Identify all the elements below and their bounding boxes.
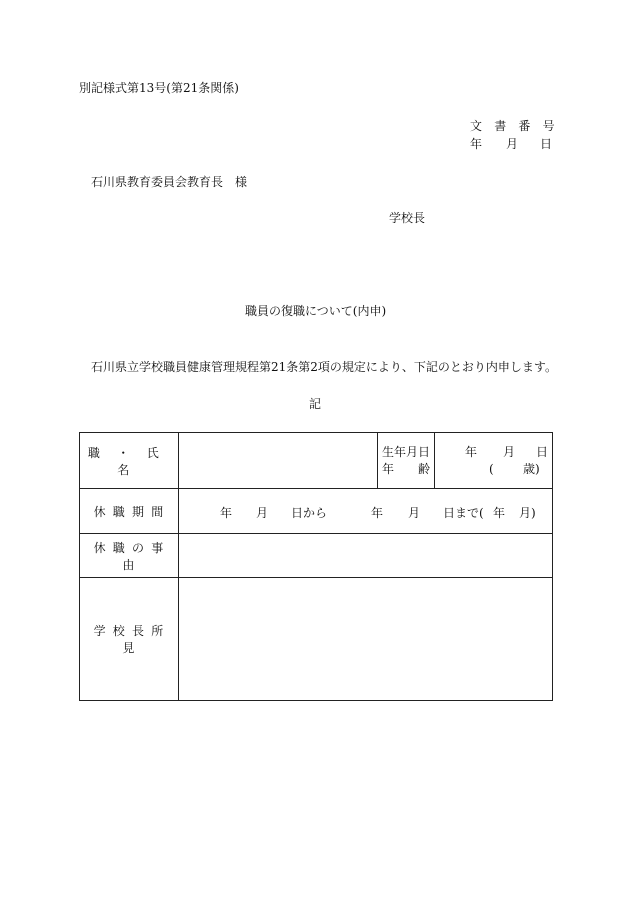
date-day: 日: [540, 137, 553, 151]
doc-number-label: 文 書 番 号: [470, 119, 559, 133]
form-id: 別記様式第13号(第21条関係): [79, 81, 239, 95]
principal-opinion-label: 学校長所見: [93, 624, 171, 655]
principal-opinion-label-cell: [80, 578, 179, 701]
period-month1: 月: [256, 506, 269, 520]
name-value-cell[interactable]: [179, 433, 378, 489]
leave-return-table: [79, 432, 553, 701]
doc-title: 職員の復職について(内申): [245, 304, 387, 318]
dob-label: 生年月日: [382, 444, 431, 459]
row-leave-period: [80, 489, 553, 534]
row-name: [80, 433, 553, 489]
period-from: 日から: [291, 506, 328, 520]
body-text: 石川県立学校職員健康管理規程第21条第2項の規定により、下記のとおり内申します。: [91, 360, 557, 374]
period-month2: 月: [408, 506, 421, 520]
name-label-cell: [80, 433, 179, 489]
age-close: 歳): [523, 461, 540, 476]
dob-year: 年: [465, 444, 478, 459]
period-year3: 年: [493, 506, 506, 520]
age-label: 年 齢: [382, 461, 431, 476]
period-line: [179, 489, 552, 533]
date-line: [470, 138, 552, 152]
leave-reason-label: 休職の事由: [93, 540, 171, 572]
leave-period-label: 休職期間: [93, 504, 171, 519]
period-year1: 年: [220, 506, 233, 520]
period-year2: 年: [371, 506, 384, 520]
dob-day: 日: [536, 444, 549, 459]
age-open: (: [489, 461, 494, 476]
leave-period-value-cell[interactable]: [179, 489, 553, 534]
leave-reason-value-cell[interactable]: [179, 534, 553, 578]
dob-month: 月: [503, 444, 516, 459]
period-month3: 月): [519, 506, 536, 520]
date-month: 月: [506, 137, 519, 151]
principal-opinion-value-cell[interactable]: [179, 578, 553, 701]
name-label: 職・氏名: [87, 445, 177, 477]
date-year: 年: [470, 137, 483, 151]
row-leave-reason: [80, 534, 553, 578]
row-principal-opinion: [80, 578, 553, 701]
dob-line: [435, 444, 552, 461]
age-line: [435, 461, 552, 478]
period-until: 日まで(: [443, 506, 484, 520]
leave-reason-label-cell: [80, 534, 179, 578]
ki-heading: 記: [309, 397, 322, 411]
dob-value-cell[interactable]: [435, 433, 553, 489]
leave-period-label-cell: [80, 489, 179, 534]
dob-label-cell: [378, 433, 435, 489]
addressee: 石川県教育委員会教育長 様: [91, 175, 248, 189]
sender: 学校長: [389, 211, 426, 225]
